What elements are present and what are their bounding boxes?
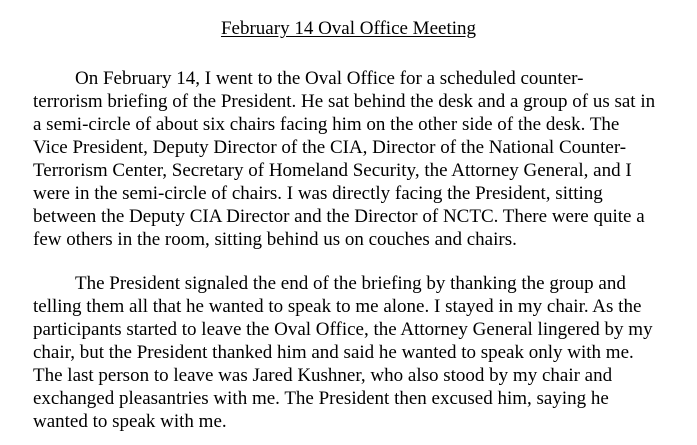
paragraph-1-line-3: a semi-circle of about six chairs facing him on the other side of the desk. The: [33, 114, 620, 135]
paragraph-1-line-8: few others in the room, sitting behind us on couches and chairs.: [33, 229, 517, 250]
paragraph-2-line-4: chair, but the President thanked him and said he wanted to speak only with me.: [33, 342, 634, 363]
paragraph-2-line-7: wanted to speak with me.: [33, 411, 227, 432]
paragraph-1-line-4: Vice President, Deputy Director of the CIA, Director of the National Counter-: [33, 137, 627, 158]
paragraph-2-line-5: The last person to leave was Jared Kushner, who also stood by my chair and: [33, 365, 613, 386]
paragraph-1-line-6: were in the semi-circle of chairs. I was directly facing the President, sitting: [33, 183, 603, 204]
paragraph-2-line-3: participants started to leave the Oval Office, the Attorney General lingered by my: [33, 319, 653, 340]
paragraph-2-line-1: The President signaled the end of the briefing by thanking the group and: [75, 273, 626, 294]
paragraph-1-line-7: between the Deputy CIA Director and the Director of NCTC. There were quite a: [33, 206, 645, 227]
paragraph-1-line-1: On February 14, I went to the Oval Office for a scheduled counter-: [75, 68, 584, 89]
paragraph-1-line-2: terrorism briefing of the President. He sat behind the desk and a group of us sat in: [33, 91, 656, 112]
paragraph-2-line-6: exchanged pleasantries with me. The President then excused him, saying he: [33, 388, 609, 409]
paragraph-1-line-5: Terrorism Center, Secretary of Homeland Security, the Attorney General, and I: [33, 160, 632, 181]
document-title: February 14 Oval Office Meeting: [220, 18, 476, 39]
paragraph-2-line-2: telling them all that he wanted to speak to me alone. I stayed in my chair. As the: [33, 296, 642, 317]
